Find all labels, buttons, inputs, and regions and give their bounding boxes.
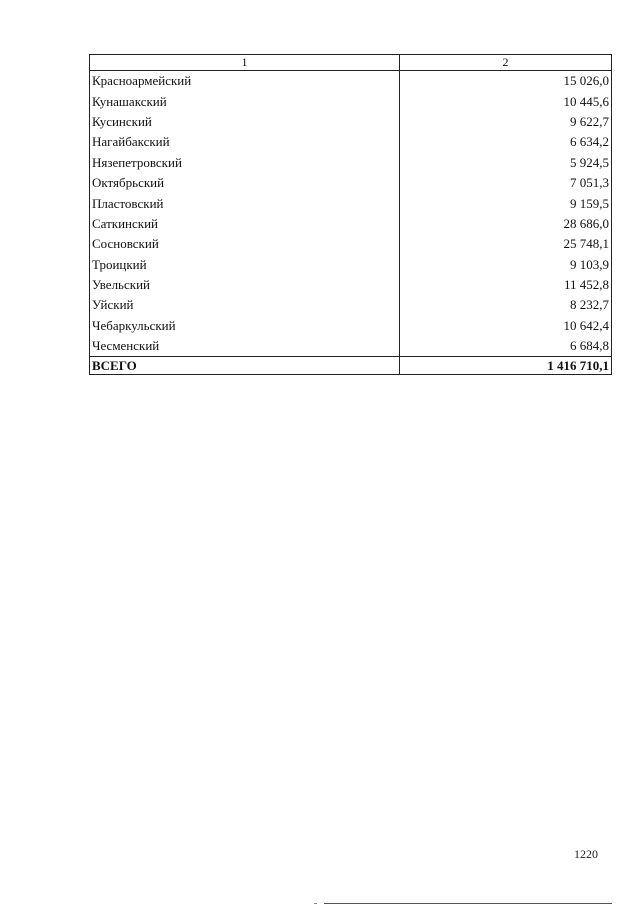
district-name-cell: Сосновский bbox=[90, 234, 400, 254]
district-values-table bbox=[89, 54, 612, 375]
district-name-cell: Чебаркульский bbox=[90, 316, 400, 336]
table-row bbox=[90, 214, 612, 234]
page-number: 1220 bbox=[574, 847, 598, 861]
district-name-cell: Октябрьский bbox=[90, 173, 400, 193]
district-name-cell: Саткинский bbox=[90, 214, 400, 234]
district-value-cell: 9 159,5 bbox=[400, 193, 612, 213]
total-row bbox=[90, 357, 612, 375]
district-value-cell: 8 232,7 bbox=[400, 295, 612, 315]
table-row bbox=[90, 275, 612, 295]
table-row bbox=[90, 336, 612, 357]
table-row bbox=[90, 71, 612, 92]
table-row bbox=[90, 316, 612, 336]
district-name-cell: Кунашакский bbox=[90, 91, 400, 111]
total-value-cell: 1 416 710,1 bbox=[400, 357, 612, 375]
table-row bbox=[90, 91, 612, 111]
district-value-cell: 9 622,7 bbox=[400, 112, 612, 132]
district-name-cell: Нагайбакский bbox=[90, 132, 400, 152]
district-value-cell: 11 452,8 bbox=[400, 275, 612, 295]
district-name-cell: Уйский bbox=[90, 295, 400, 315]
district-value-cell: 7 051,3 bbox=[400, 173, 612, 193]
district-value-cell: 6 684,8 bbox=[400, 336, 612, 357]
district-value-cell: 10 445,6 bbox=[400, 91, 612, 111]
district-value-cell: 9 103,9 bbox=[400, 255, 612, 275]
district-value-cell: 6 634,2 bbox=[400, 132, 612, 152]
district-value-cell: 10 642,4 bbox=[400, 316, 612, 336]
district-name-cell: Нязепетровский bbox=[90, 153, 400, 173]
table-body bbox=[90, 71, 612, 375]
bottom-mark bbox=[314, 903, 317, 904]
column-header-2: 2 bbox=[400, 55, 612, 71]
bottom-rule bbox=[324, 903, 612, 904]
district-value-cell: 5 924,5 bbox=[400, 153, 612, 173]
column-header-1: 1 bbox=[90, 55, 400, 71]
total-label-cell: ВСЕГО bbox=[90, 357, 400, 375]
district-name-cell: Пластовский bbox=[90, 193, 400, 213]
district-name-cell: Красноармейский bbox=[90, 71, 400, 92]
table-header-row bbox=[90, 55, 612, 71]
district-name-cell: Увельский bbox=[90, 275, 400, 295]
table-row bbox=[90, 295, 612, 315]
district-name-cell: Кусинский bbox=[90, 112, 400, 132]
district-name-cell: Троицкий bbox=[90, 255, 400, 275]
district-value-cell: 28 686,0 bbox=[400, 214, 612, 234]
district-name-cell: Чесменский bbox=[90, 336, 400, 357]
table-row bbox=[90, 132, 612, 152]
table-row bbox=[90, 255, 612, 275]
table-row bbox=[90, 193, 612, 213]
district-value-cell: 25 748,1 bbox=[400, 234, 612, 254]
table-row bbox=[90, 173, 612, 193]
table-row bbox=[90, 112, 612, 132]
table-row bbox=[90, 234, 612, 254]
table-row bbox=[90, 153, 612, 173]
district-value-cell: 15 026,0 bbox=[400, 71, 612, 92]
